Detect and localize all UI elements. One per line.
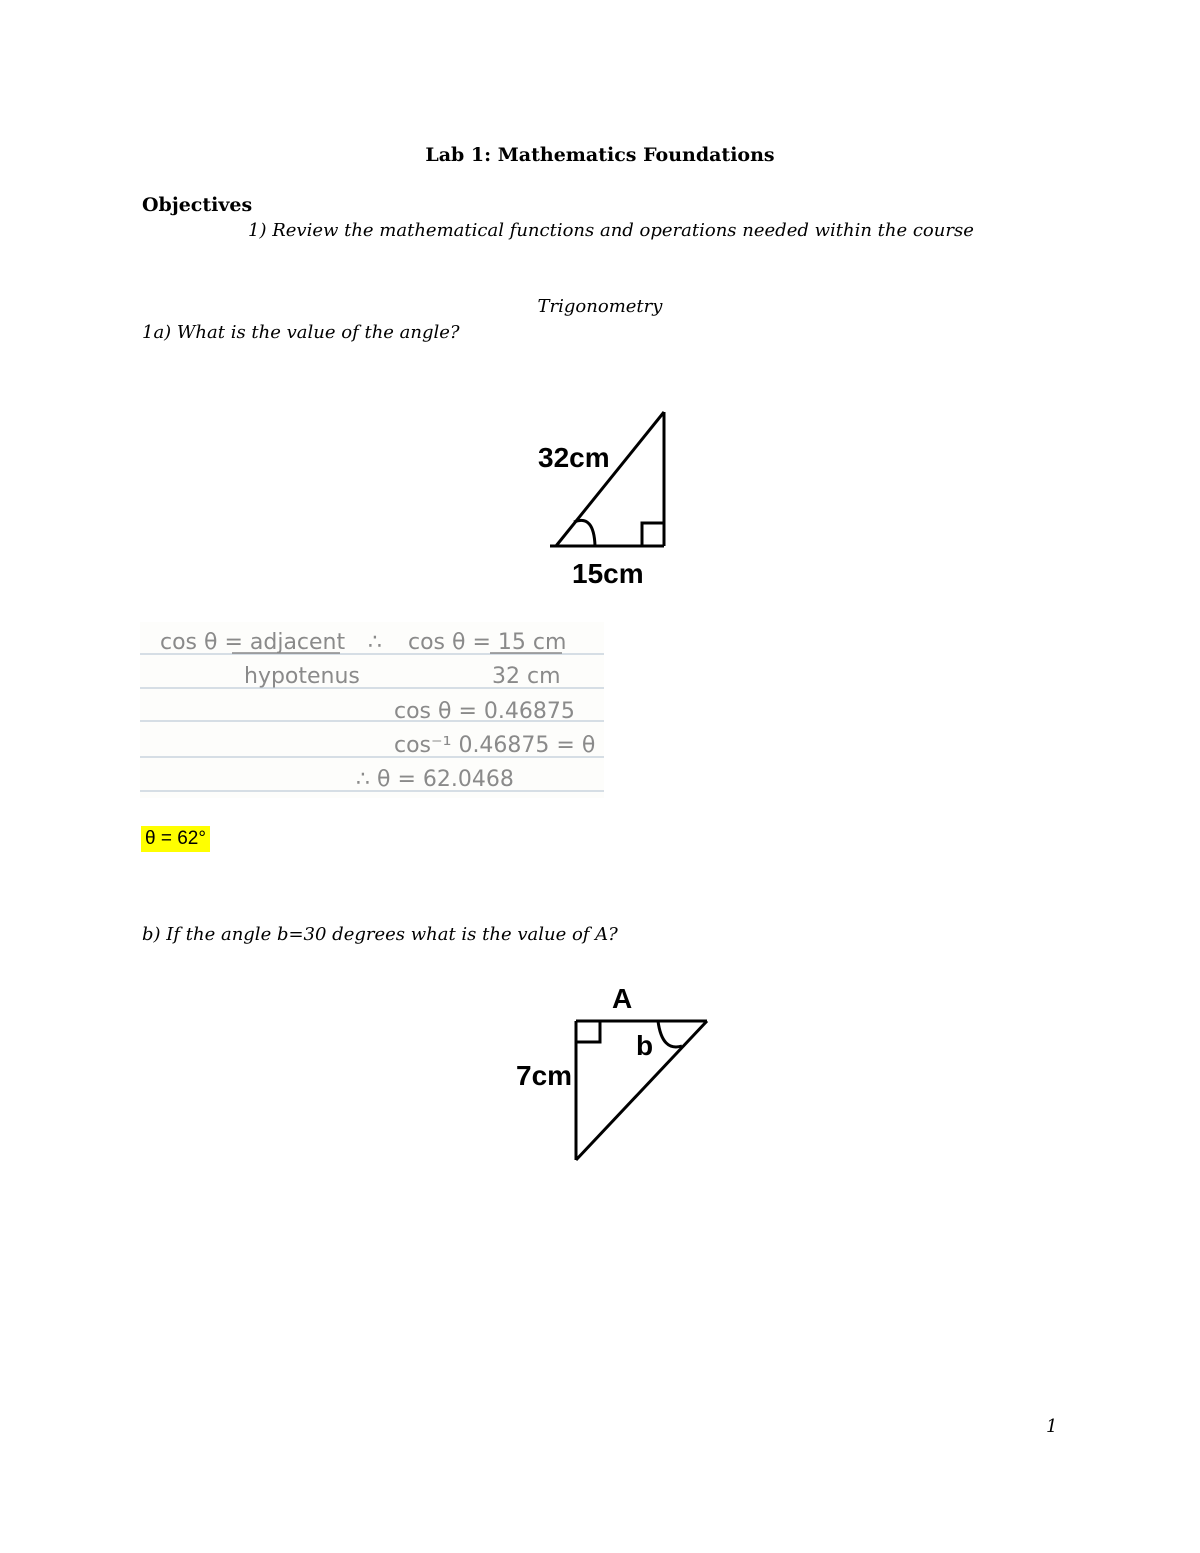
page-number: 1	[1046, 1416, 1058, 1437]
right-angle-marker-1b	[576, 1021, 600, 1042]
document-title: Lab 1: Mathematics Foundations	[425, 144, 775, 166]
hw-therefore: ∴	[368, 630, 382, 655]
question-1a: 1a) What is the value of the angle?	[142, 322, 460, 343]
section-heading: Trigonometry	[537, 296, 663, 317]
question-1b: b) If the angle b=30 degrees what is the value of A?	[142, 924, 618, 945]
objectives-heading: Objectives	[142, 194, 253, 216]
hw-line-3: hypotenus	[244, 664, 360, 689]
hw-line-7: ∴ θ = 62.0468	[356, 767, 514, 792]
hw-line-2: cos θ = 15 cm	[408, 630, 567, 655]
adjacent-label: 15cm	[572, 558, 644, 589]
angle-arc-1b	[658, 1021, 682, 1047]
hw-line-5: cos θ = 0.46875	[394, 699, 575, 724]
angle-b-label: b	[636, 1030, 654, 1061]
answer-1a-highlight: θ = 62°	[141, 826, 210, 852]
hw-line-1: cos θ = adjacent	[160, 630, 346, 655]
hw-line-4: 32 cm	[492, 664, 561, 689]
side-7cm-label: 7cm	[516, 1060, 573, 1091]
objective-1: 1) Review the mathematical functions and operations needed within the course	[248, 220, 974, 241]
hw-line-6: cos⁻¹ 0.46875 = θ	[394, 733, 596, 758]
hypotenuse-label: 32cm	[538, 442, 610, 473]
side-a-label: A	[612, 983, 633, 1014]
